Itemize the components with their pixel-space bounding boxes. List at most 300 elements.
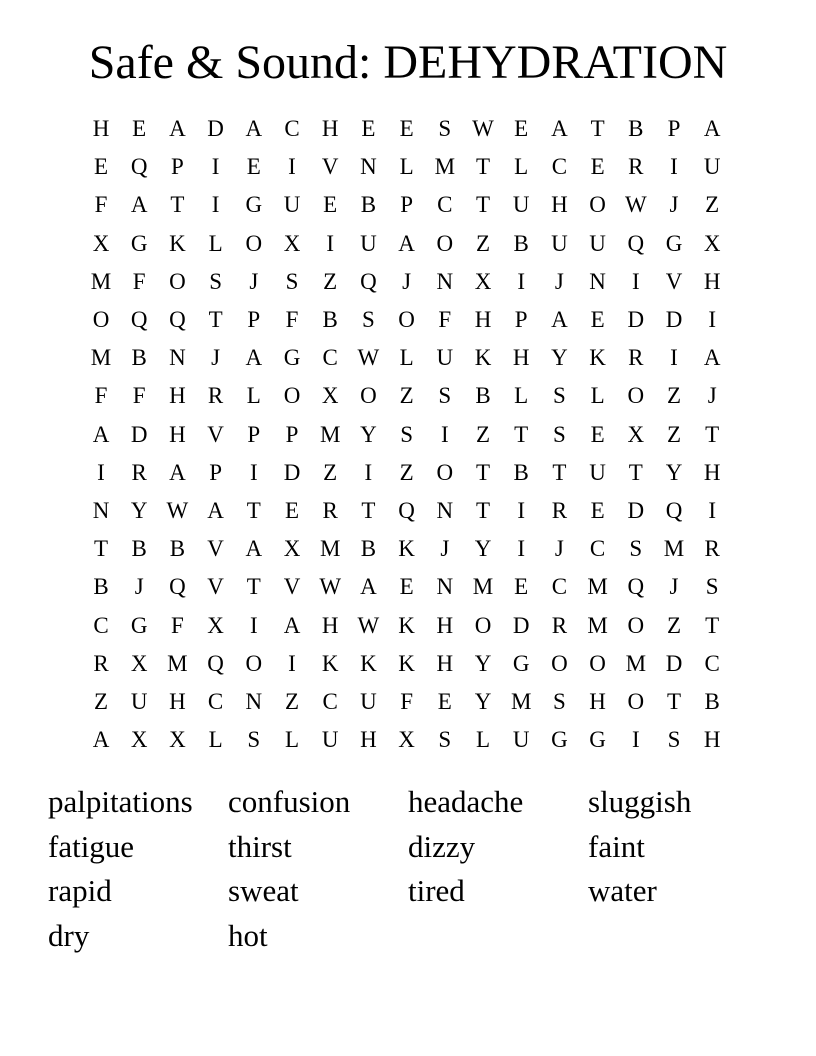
- grid-letter: P: [209, 459, 222, 485]
- grid-letter: J: [249, 268, 259, 294]
- grid-letter: H: [169, 421, 186, 447]
- grid-letter: N: [245, 689, 263, 714]
- grid-letter: T: [666, 689, 682, 714]
- grid-letter: E: [132, 116, 147, 141]
- grid-letter: M: [90, 345, 112, 371]
- grid-letter: H: [703, 727, 721, 753]
- grid-letter: E: [514, 574, 529, 600]
- grid-letter: X: [169, 727, 186, 753]
- grid-letter: I: [364, 459, 373, 485]
- grid-letter: A: [169, 116, 186, 141]
- grid-letter: O: [436, 230, 454, 256]
- grid-letter: B: [360, 536, 377, 562]
- letter-grid: [82, 110, 732, 760]
- grid-letter: N: [589, 268, 606, 294]
- grid-letter: P: [667, 116, 681, 141]
- grid-letter: P: [170, 154, 184, 180]
- grid-letter: E: [361, 116, 376, 141]
- grid-letter: Q: [207, 650, 224, 676]
- grid-letter: B: [475, 383, 491, 409]
- word-list-item: palpitations: [48, 784, 193, 819]
- grid-letter: C: [704, 650, 720, 676]
- grid-letter: A: [245, 536, 263, 562]
- grid-letter: V: [207, 421, 224, 447]
- grid-letter: O: [245, 650, 263, 676]
- grid-letter: W: [624, 192, 647, 218]
- grid-letter: G: [551, 727, 568, 753]
- grid-letter: K: [169, 230, 186, 256]
- grid-letter: Z: [666, 383, 682, 409]
- grid-letter: C: [93, 612, 109, 638]
- grid-letter: O: [627, 689, 645, 714]
- grid-letter: Y: [360, 421, 377, 447]
- grid-letter: T: [475, 498, 491, 523]
- word-list-item: dizzy: [408, 828, 476, 864]
- grid-letter: T: [208, 307, 223, 332]
- grid-letter: O: [474, 612, 492, 638]
- grid-letter: Z: [323, 459, 338, 485]
- grid-letter: X: [703, 230, 721, 256]
- grid-letter: N: [436, 498, 454, 523]
- grid-letter: E: [590, 307, 605, 332]
- grid-letter: B: [131, 536, 147, 562]
- grid-letter: A: [398, 230, 415, 256]
- word-list-item: faint: [588, 828, 645, 864]
- grid-letter: S: [285, 268, 299, 294]
- word-list-item: rapid: [48, 873, 112, 908]
- grid-letter: U: [130, 689, 148, 714]
- grid-letter: R: [207, 383, 224, 409]
- word-list-item: fatigue: [48, 828, 135, 864]
- grid-letter: O: [169, 268, 186, 294]
- grid-letter: A: [551, 307, 568, 332]
- grid-letter: B: [131, 345, 147, 371]
- grid-letter: H: [436, 650, 454, 676]
- grid-letter: I: [288, 650, 296, 676]
- grid-letter: F: [94, 383, 108, 409]
- grid-letter: I: [517, 268, 526, 294]
- grid-letter: E: [93, 154, 109, 180]
- grid-letter: X: [130, 727, 148, 753]
- grid-letter: U: [360, 230, 377, 256]
- grid-letter: O: [245, 230, 263, 256]
- grid-letter: U: [589, 230, 606, 256]
- grid-letter: R: [551, 612, 568, 638]
- grid-letter: B: [93, 574, 109, 600]
- grid-letter: Z: [323, 268, 338, 294]
- grid-letter: Q: [130, 154, 148, 180]
- grid-letter: T: [514, 421, 529, 447]
- grid-letter: J: [554, 268, 564, 294]
- grid-letter: P: [285, 421, 299, 447]
- grid-letter: L: [208, 230, 223, 256]
- grid-letter: H: [512, 345, 530, 371]
- grid-letter: U: [321, 727, 339, 753]
- grid-letter: R: [93, 650, 109, 676]
- grid-letter: S: [552, 383, 566, 409]
- grid-letter: T: [361, 498, 376, 523]
- grid-letter: H: [551, 192, 568, 218]
- grid-letter: C: [322, 345, 338, 371]
- grid-letter: Z: [666, 421, 682, 447]
- grid-letter: U: [703, 154, 721, 180]
- grid-letter: I: [249, 612, 258, 638]
- grid-letter: W: [472, 116, 494, 141]
- grid-letter: T: [475, 154, 491, 180]
- grid-letter: H: [321, 612, 339, 638]
- grid-letter: R: [628, 154, 644, 180]
- grid-letter: M: [472, 574, 494, 600]
- grid-letter: E: [399, 574, 414, 600]
- grid-letter: I: [211, 154, 220, 180]
- grid-letter: Q: [398, 498, 415, 523]
- grid-letter: D: [627, 498, 645, 523]
- grid-letter: X: [92, 230, 110, 256]
- grid-letter: R: [628, 345, 644, 371]
- grid-letter: M: [319, 536, 341, 562]
- grid-letter: K: [398, 612, 415, 638]
- grid-letter: Y: [665, 459, 683, 485]
- grid-letter: O: [92, 307, 110, 332]
- grid-letter: Q: [627, 574, 645, 600]
- grid-letter: N: [169, 345, 186, 371]
- grid-letter: H: [436, 612, 454, 638]
- grid-letter: A: [130, 192, 148, 218]
- grid-letter: L: [399, 345, 414, 371]
- grid-letter: O: [360, 383, 377, 409]
- grid-letter: U: [436, 345, 454, 371]
- grid-letter: J: [211, 345, 221, 371]
- grid-letter: E: [284, 498, 300, 523]
- grid-letter: S: [552, 421, 566, 447]
- grid-letter: T: [475, 459, 491, 485]
- grid-letter: A: [551, 116, 568, 141]
- grid-letter: C: [437, 192, 453, 218]
- grid-letter: I: [440, 421, 449, 447]
- grid-letter: L: [284, 727, 300, 753]
- grid-letter: H: [169, 383, 186, 409]
- word-list-item: thirst: [228, 828, 292, 864]
- grid-letter: K: [321, 650, 339, 676]
- grid-letter: A: [245, 345, 263, 371]
- grid-letter: Q: [169, 307, 186, 332]
- grid-letter: F: [285, 307, 299, 332]
- grid-letter: R: [131, 459, 147, 485]
- grid-letter: U: [283, 192, 301, 218]
- grid-letter: M: [587, 612, 608, 638]
- grid-letter: B: [513, 459, 529, 485]
- grid-letter: A: [703, 116, 721, 141]
- grid-letter: E: [590, 498, 605, 523]
- word-list-item: headache: [408, 784, 524, 819]
- grid-letter: A: [245, 116, 263, 141]
- grid-letter: I: [631, 268, 640, 294]
- grid-letter: T: [628, 459, 643, 485]
- grid-letter: M: [434, 154, 456, 180]
- grid-letter: L: [514, 154, 529, 180]
- grid-letter: T: [552, 459, 567, 485]
- grid-letter: N: [360, 154, 377, 180]
- grid-letter: V: [321, 154, 339, 180]
- grid-letter: H: [474, 307, 492, 332]
- grid-letter: U: [512, 727, 530, 753]
- grid-letter: T: [590, 116, 605, 141]
- grid-letter: X: [398, 727, 415, 753]
- grid-letter: M: [587, 574, 608, 600]
- grid-letter: L: [246, 383, 261, 409]
- grid-letter: F: [94, 192, 108, 218]
- grid-letter: S: [247, 727, 261, 753]
- grid-letter: D: [665, 307, 683, 332]
- grid-letter: S: [400, 421, 413, 447]
- grid-letter: H: [589, 689, 606, 714]
- grid-letter: I: [670, 154, 678, 180]
- grid-letter: J: [707, 383, 717, 409]
- grid-letter: K: [360, 650, 377, 676]
- grid-letter: C: [589, 536, 606, 562]
- grid-letter: I: [517, 536, 526, 562]
- grid-letter: G: [130, 230, 148, 256]
- grid-letter: A: [92, 421, 110, 447]
- grid-letter: J: [554, 536, 564, 562]
- grid-letter: O: [551, 650, 568, 676]
- grid-letter: X: [321, 383, 339, 409]
- grid-letter: L: [590, 383, 605, 409]
- grid-letter: I: [288, 154, 296, 180]
- grid-letter: L: [475, 727, 491, 753]
- grid-letter: Z: [399, 383, 414, 409]
- grid-letter: M: [167, 650, 188, 676]
- grid-letter: Z: [705, 192, 720, 218]
- grid-letter: K: [398, 536, 415, 562]
- grid-letter: O: [436, 459, 454, 485]
- grid-letter: G: [245, 192, 263, 218]
- grid-letter: H: [169, 689, 186, 714]
- grid-letter: X: [474, 268, 492, 294]
- grid-letter: Z: [284, 689, 300, 714]
- grid-letter: D: [665, 650, 683, 676]
- grid-letter: X: [283, 536, 301, 562]
- grid-letter: S: [438, 116, 452, 141]
- grid-letter: O: [283, 383, 301, 409]
- grid-letter: C: [551, 154, 568, 180]
- grid-letter: I: [97, 459, 105, 485]
- grid-letter: M: [663, 536, 685, 562]
- grid-letter: B: [704, 689, 720, 714]
- grid-letter: I: [631, 727, 640, 753]
- grid-letter: Q: [627, 230, 645, 256]
- grid-letter: G: [130, 612, 148, 638]
- grid-letter: U: [589, 459, 606, 485]
- grid-letter: T: [246, 498, 261, 523]
- grid-letter: V: [207, 574, 224, 600]
- grid-letter: O: [589, 650, 606, 676]
- grid-letter: U: [551, 230, 568, 256]
- grid-letter: I: [211, 192, 220, 218]
- page-title: Safe & Sound: DEHYDRATION: [88, 36, 728, 89]
- grid-letter: Z: [475, 230, 491, 256]
- grid-letter: G: [283, 345, 301, 371]
- grid-letter: S: [552, 689, 566, 714]
- grid-letter: A: [360, 574, 377, 600]
- grid-letter: U: [512, 192, 530, 218]
- grid-letter: A: [703, 345, 721, 371]
- grid-letter: Y: [474, 650, 492, 676]
- grid-letter: S: [705, 574, 719, 600]
- grid-letter: Z: [93, 689, 109, 714]
- grid-letter: T: [475, 192, 491, 218]
- grid-letter: O: [589, 192, 606, 218]
- grid-letter: Y: [474, 689, 492, 714]
- word-list-item: hot: [228, 917, 268, 953]
- grid-letter: A: [92, 727, 110, 753]
- grid-letter: R: [704, 536, 720, 562]
- grid-letter: S: [438, 727, 452, 753]
- grid-letter: Q: [130, 307, 148, 332]
- grid-letter: C: [551, 574, 568, 600]
- word-list-item: tired: [408, 873, 465, 908]
- grid-letter: D: [283, 459, 301, 485]
- grid-letter: T: [170, 192, 185, 218]
- grid-letter: I: [708, 498, 717, 523]
- grid-letter: V: [207, 536, 224, 562]
- grid-letter: D: [512, 612, 530, 638]
- grid-letter: W: [166, 498, 189, 523]
- grid-letter: D: [130, 421, 148, 447]
- grid-letter: A: [283, 612, 301, 638]
- word-list-item: dry: [48, 917, 90, 953]
- grid-letter: I: [517, 498, 526, 523]
- grid-letter: G: [665, 230, 683, 256]
- grid-letter: J: [669, 192, 679, 218]
- grid-letter: H: [360, 727, 377, 753]
- grid-letter: S: [361, 307, 375, 332]
- grid-letter: X: [207, 612, 224, 638]
- grid-letter: Y: [130, 498, 148, 523]
- grid-letter: P: [400, 192, 413, 218]
- grid-letter: P: [247, 421, 261, 447]
- grid-letter: P: [247, 307, 261, 332]
- grid-letter: L: [514, 383, 529, 409]
- grid-letter: V: [283, 574, 301, 600]
- grid-letter: O: [627, 383, 645, 409]
- grid-letter: F: [132, 383, 146, 409]
- word-list-item: sweat: [228, 873, 299, 908]
- grid-letter: T: [93, 536, 109, 562]
- grid-letter: T: [246, 574, 261, 600]
- grid-letter: X: [130, 650, 148, 676]
- grid-letter: K: [474, 345, 492, 371]
- grid-letter: B: [360, 192, 377, 218]
- grid-letter: B: [628, 116, 644, 141]
- grid-letter: C: [322, 689, 338, 714]
- grid-letter: M: [319, 421, 341, 447]
- grid-letter: A: [169, 459, 186, 485]
- grid-letter: E: [590, 421, 605, 447]
- grid-letter: O: [627, 612, 645, 638]
- grid-letter: S: [629, 536, 643, 562]
- grid-letter: E: [590, 154, 605, 180]
- word-list-item: confusion: [228, 784, 351, 819]
- grid-letter: D: [207, 116, 224, 141]
- word-list-item: water: [588, 873, 657, 908]
- grid-letter: Z: [399, 459, 414, 485]
- word-list-item: sluggish: [588, 784, 692, 819]
- grid-letter: M: [510, 689, 532, 714]
- grid-letter: I: [708, 307, 717, 332]
- grid-letter: H: [703, 268, 721, 294]
- grid-letter: R: [322, 498, 338, 523]
- grid-letter: C: [284, 116, 300, 141]
- grid-letter: S: [438, 383, 452, 409]
- grid-letter: Q: [169, 574, 186, 600]
- grid-letter: F: [132, 268, 146, 294]
- grid-letter: A: [207, 498, 224, 523]
- grid-letter: Q: [360, 268, 377, 294]
- grid-letter: B: [322, 307, 338, 332]
- grid-letter: I: [326, 230, 335, 256]
- grid-letter: C: [207, 689, 224, 714]
- grid-letter: R: [551, 498, 568, 523]
- grid-letter: P: [514, 307, 528, 332]
- grid-letter: F: [438, 307, 452, 332]
- grid-letter: F: [170, 612, 184, 638]
- grid-letter: W: [357, 612, 380, 638]
- grid-letter: K: [589, 345, 606, 371]
- grid-letter: G: [512, 650, 530, 676]
- grid-letter: Y: [551, 345, 568, 371]
- grid-letter: Z: [666, 612, 682, 638]
- grid-letter: G: [589, 727, 606, 753]
- grid-letter: X: [283, 230, 301, 256]
- grid-letter: E: [246, 154, 261, 180]
- grid-letter: S: [667, 727, 681, 753]
- grid-letter: U: [360, 689, 377, 714]
- grid-letter: B: [513, 230, 529, 256]
- grid-letter: F: [400, 689, 413, 714]
- grid-letter: Q: [665, 498, 683, 523]
- grid-letter: K: [398, 650, 415, 676]
- grid-letter: J: [134, 574, 144, 600]
- grid-letter: W: [357, 345, 380, 371]
- grid-letter: J: [669, 574, 679, 600]
- grid-letter: Z: [475, 421, 491, 447]
- grid-letter: N: [92, 498, 110, 523]
- grid-letter: N: [436, 574, 454, 600]
- grid-letter: T: [705, 421, 720, 447]
- grid-letter: D: [627, 307, 645, 332]
- grid-letter: E: [323, 192, 338, 218]
- grid-letter: L: [208, 727, 223, 753]
- grid-letter: X: [627, 421, 645, 447]
- grid-letter: E: [399, 116, 414, 141]
- grid-letter: L: [399, 154, 414, 180]
- grid-letter: T: [705, 612, 720, 638]
- grid-letter: M: [90, 268, 112, 294]
- grid-letter: H: [703, 459, 721, 485]
- grid-letter: W: [319, 574, 342, 600]
- grid-letter: I: [670, 345, 678, 371]
- grid-letter: E: [514, 116, 529, 141]
- grid-letter: E: [437, 689, 452, 714]
- grid-letter: B: [169, 536, 186, 562]
- grid-letter: J: [402, 268, 412, 294]
- grid-letter: H: [321, 116, 339, 141]
- grid-letter: I: [249, 459, 258, 485]
- grid-letter: J: [440, 536, 450, 562]
- grid-letter: S: [209, 268, 222, 294]
- grid-letter: V: [665, 268, 683, 294]
